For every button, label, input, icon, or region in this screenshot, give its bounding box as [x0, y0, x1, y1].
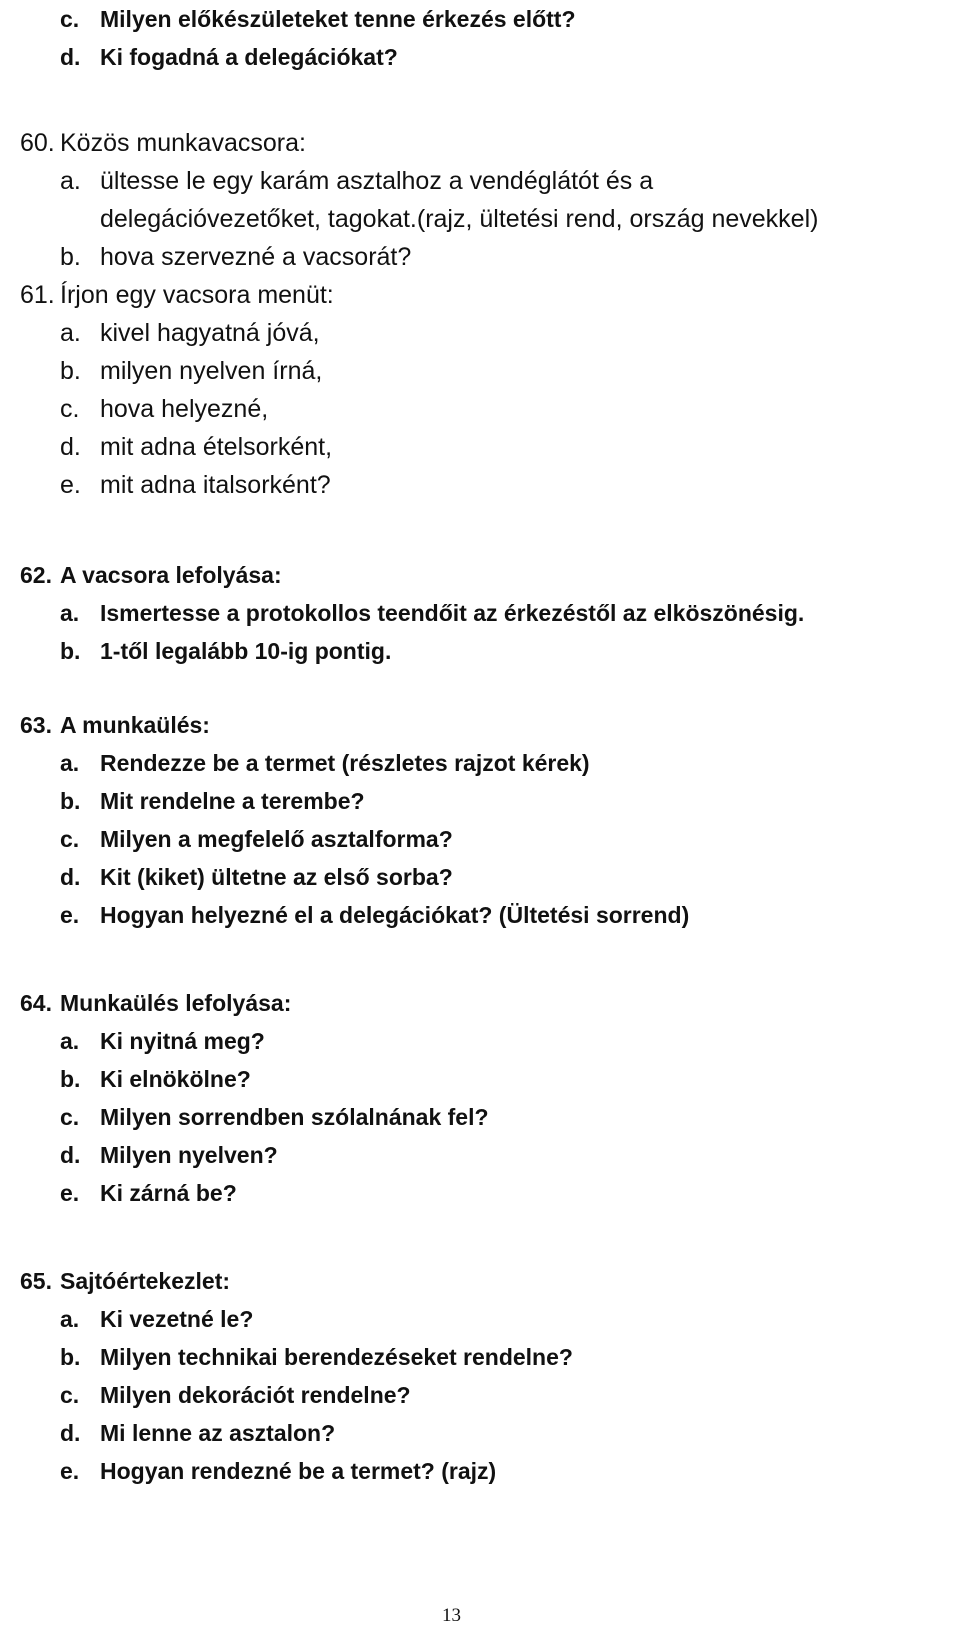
section-number: 61.	[20, 281, 55, 309]
item-label: a.	[60, 750, 80, 776]
item-text: Ki fogadná a delegációkat?	[100, 44, 398, 70]
item-text: delegációvezetőket, tagokat.(rajz, ültetési rend, ország nevekkel)	[100, 205, 819, 233]
section-title: Közös munkavacsora:	[60, 129, 306, 157]
item-text: Ki zárná be?	[100, 1180, 237, 1206]
section-title: Sajtóértekezlet:	[60, 1268, 231, 1294]
item-text: Kit (kiket) ültetne az első sorba?	[100, 864, 453, 890]
item-label: b.	[60, 1344, 81, 1370]
item-text: Milyen technikai berendezéseket rendelne?	[100, 1344, 573, 1370]
item-label: c.	[60, 1382, 80, 1408]
list-item-64d	[60, 1136, 278, 1174]
list-item-64c	[60, 1098, 489, 1136]
item-text: Rendezze be a termet (részletes rajzot kérek)	[100, 750, 590, 776]
item-label: d.	[60, 1142, 81, 1168]
item-label: b.	[60, 243, 81, 271]
item-label: a.	[60, 1028, 80, 1054]
list-item-63d	[60, 858, 453, 896]
section-title: Írjon egy vacsora menüt:	[60, 281, 334, 309]
item-label: d.	[60, 864, 81, 890]
section-heading-62	[20, 556, 282, 594]
list-item-64b	[60, 1060, 251, 1098]
section-number: 63.	[20, 712, 52, 738]
list-item-65b	[60, 1338, 573, 1376]
list-item-65a	[60, 1300, 253, 1338]
item-label: b.	[60, 788, 81, 814]
item-text: Ki elnökölne?	[100, 1066, 251, 1092]
item-label: b.	[60, 638, 81, 664]
list-item-65d	[60, 1414, 335, 1452]
list-item-61b	[60, 352, 322, 390]
list-item-63b	[60, 782, 365, 820]
section-title: A munkaülés:	[60, 712, 210, 738]
item-text: ültesse le egy karám asztalhoz a vendéglátót és a	[100, 167, 654, 195]
list-item-61a	[60, 314, 320, 352]
item-text: Ismertesse a protokollos teendőit az érkezéstől az elköszönésig.	[100, 600, 805, 626]
list-item-63c	[60, 820, 453, 858]
item-label: a.	[60, 167, 81, 195]
item-label: e.	[60, 1458, 80, 1484]
section-heading-60	[20, 124, 306, 162]
section-title: Munkaülés lefolyása:	[60, 990, 292, 1016]
section-number: 62.	[20, 562, 52, 588]
item-label: a.	[60, 319, 81, 347]
list-item-65e	[60, 1452, 496, 1490]
item-text: mit adna italsorként?	[100, 471, 331, 499]
item-text: Milyen dekorációt rendelne?	[100, 1382, 411, 1408]
section-heading-63	[20, 706, 210, 744]
item-label: c.	[60, 826, 80, 852]
item-label: c.	[60, 6, 80, 32]
item-text: Hogyan rendezné be a termet? (rajz)	[100, 1458, 497, 1484]
item-label: a.	[60, 1306, 80, 1332]
list-item-60a	[60, 162, 653, 200]
section-number: 65.	[20, 1268, 52, 1294]
list-item-61d	[60, 428, 332, 466]
item-text: Ki nyitná meg?	[100, 1028, 265, 1054]
item-text: Hogyan helyezné el a delegációkat? (Ültetési sorrend)	[100, 902, 690, 928]
list-item-61e	[60, 466, 331, 504]
section-heading-64	[20, 984, 291, 1022]
item-text: Ki vezetné le?	[100, 1306, 254, 1332]
item-text: mit adna ételsorként,	[100, 433, 333, 461]
item-text: 1-től legalább 10-ig pontig.	[100, 638, 392, 664]
section-number: 60.	[20, 129, 55, 157]
item-label: e.	[60, 902, 80, 928]
item-label: d.	[60, 1420, 81, 1446]
section-heading-65	[20, 1262, 230, 1300]
list-item-61c	[60, 390, 268, 428]
item-text: Mit rendelne a terembe?	[100, 788, 365, 814]
list-item-63e	[60, 896, 689, 934]
item-label: b.	[60, 1066, 81, 1092]
item-label: a.	[60, 600, 80, 626]
item-text: Milyen sorrendben szólalnának fel?	[100, 1104, 489, 1130]
item-label: d.	[60, 433, 81, 461]
item-label: e.	[60, 471, 81, 499]
item-text: Milyen a megfelelő asztalforma?	[100, 826, 453, 852]
list-item-64a	[60, 1022, 265, 1060]
list-item-59c	[60, 0, 576, 38]
item-text: milyen nyelven írná,	[100, 357, 323, 385]
item-label: d.	[60, 44, 81, 70]
item-text: Mi lenne az asztalon?	[100, 1420, 336, 1446]
section-heading-61	[20, 276, 334, 314]
item-text: hova szervezné a vacsorát?	[100, 243, 412, 271]
list-item-60b	[60, 238, 411, 276]
item-label: b.	[60, 357, 81, 385]
list-item-59d	[60, 38, 398, 76]
list-item-64e	[60, 1174, 237, 1212]
list-item-65c	[60, 1376, 411, 1414]
section-title: A vacsora lefolyása:	[60, 562, 282, 588]
list-item-62a	[60, 594, 804, 632]
section-number: 64.	[20, 990, 52, 1016]
item-label: c.	[60, 395, 80, 423]
page-number: 13	[442, 1605, 461, 1626]
item-text: Milyen előkészületeket tenne érkezés előtt?	[100, 6, 576, 32]
list-item-63a	[60, 744, 590, 782]
list-item-60a-cont	[60, 200, 818, 238]
item-text: kivel hagyatná jóvá,	[100, 319, 320, 347]
item-text: Milyen nyelven?	[100, 1142, 278, 1168]
item-text: hova helyezné,	[100, 395, 269, 423]
item-label: c.	[60, 1104, 80, 1130]
item-label: e.	[60, 1180, 80, 1206]
list-item-62b	[60, 632, 391, 670]
